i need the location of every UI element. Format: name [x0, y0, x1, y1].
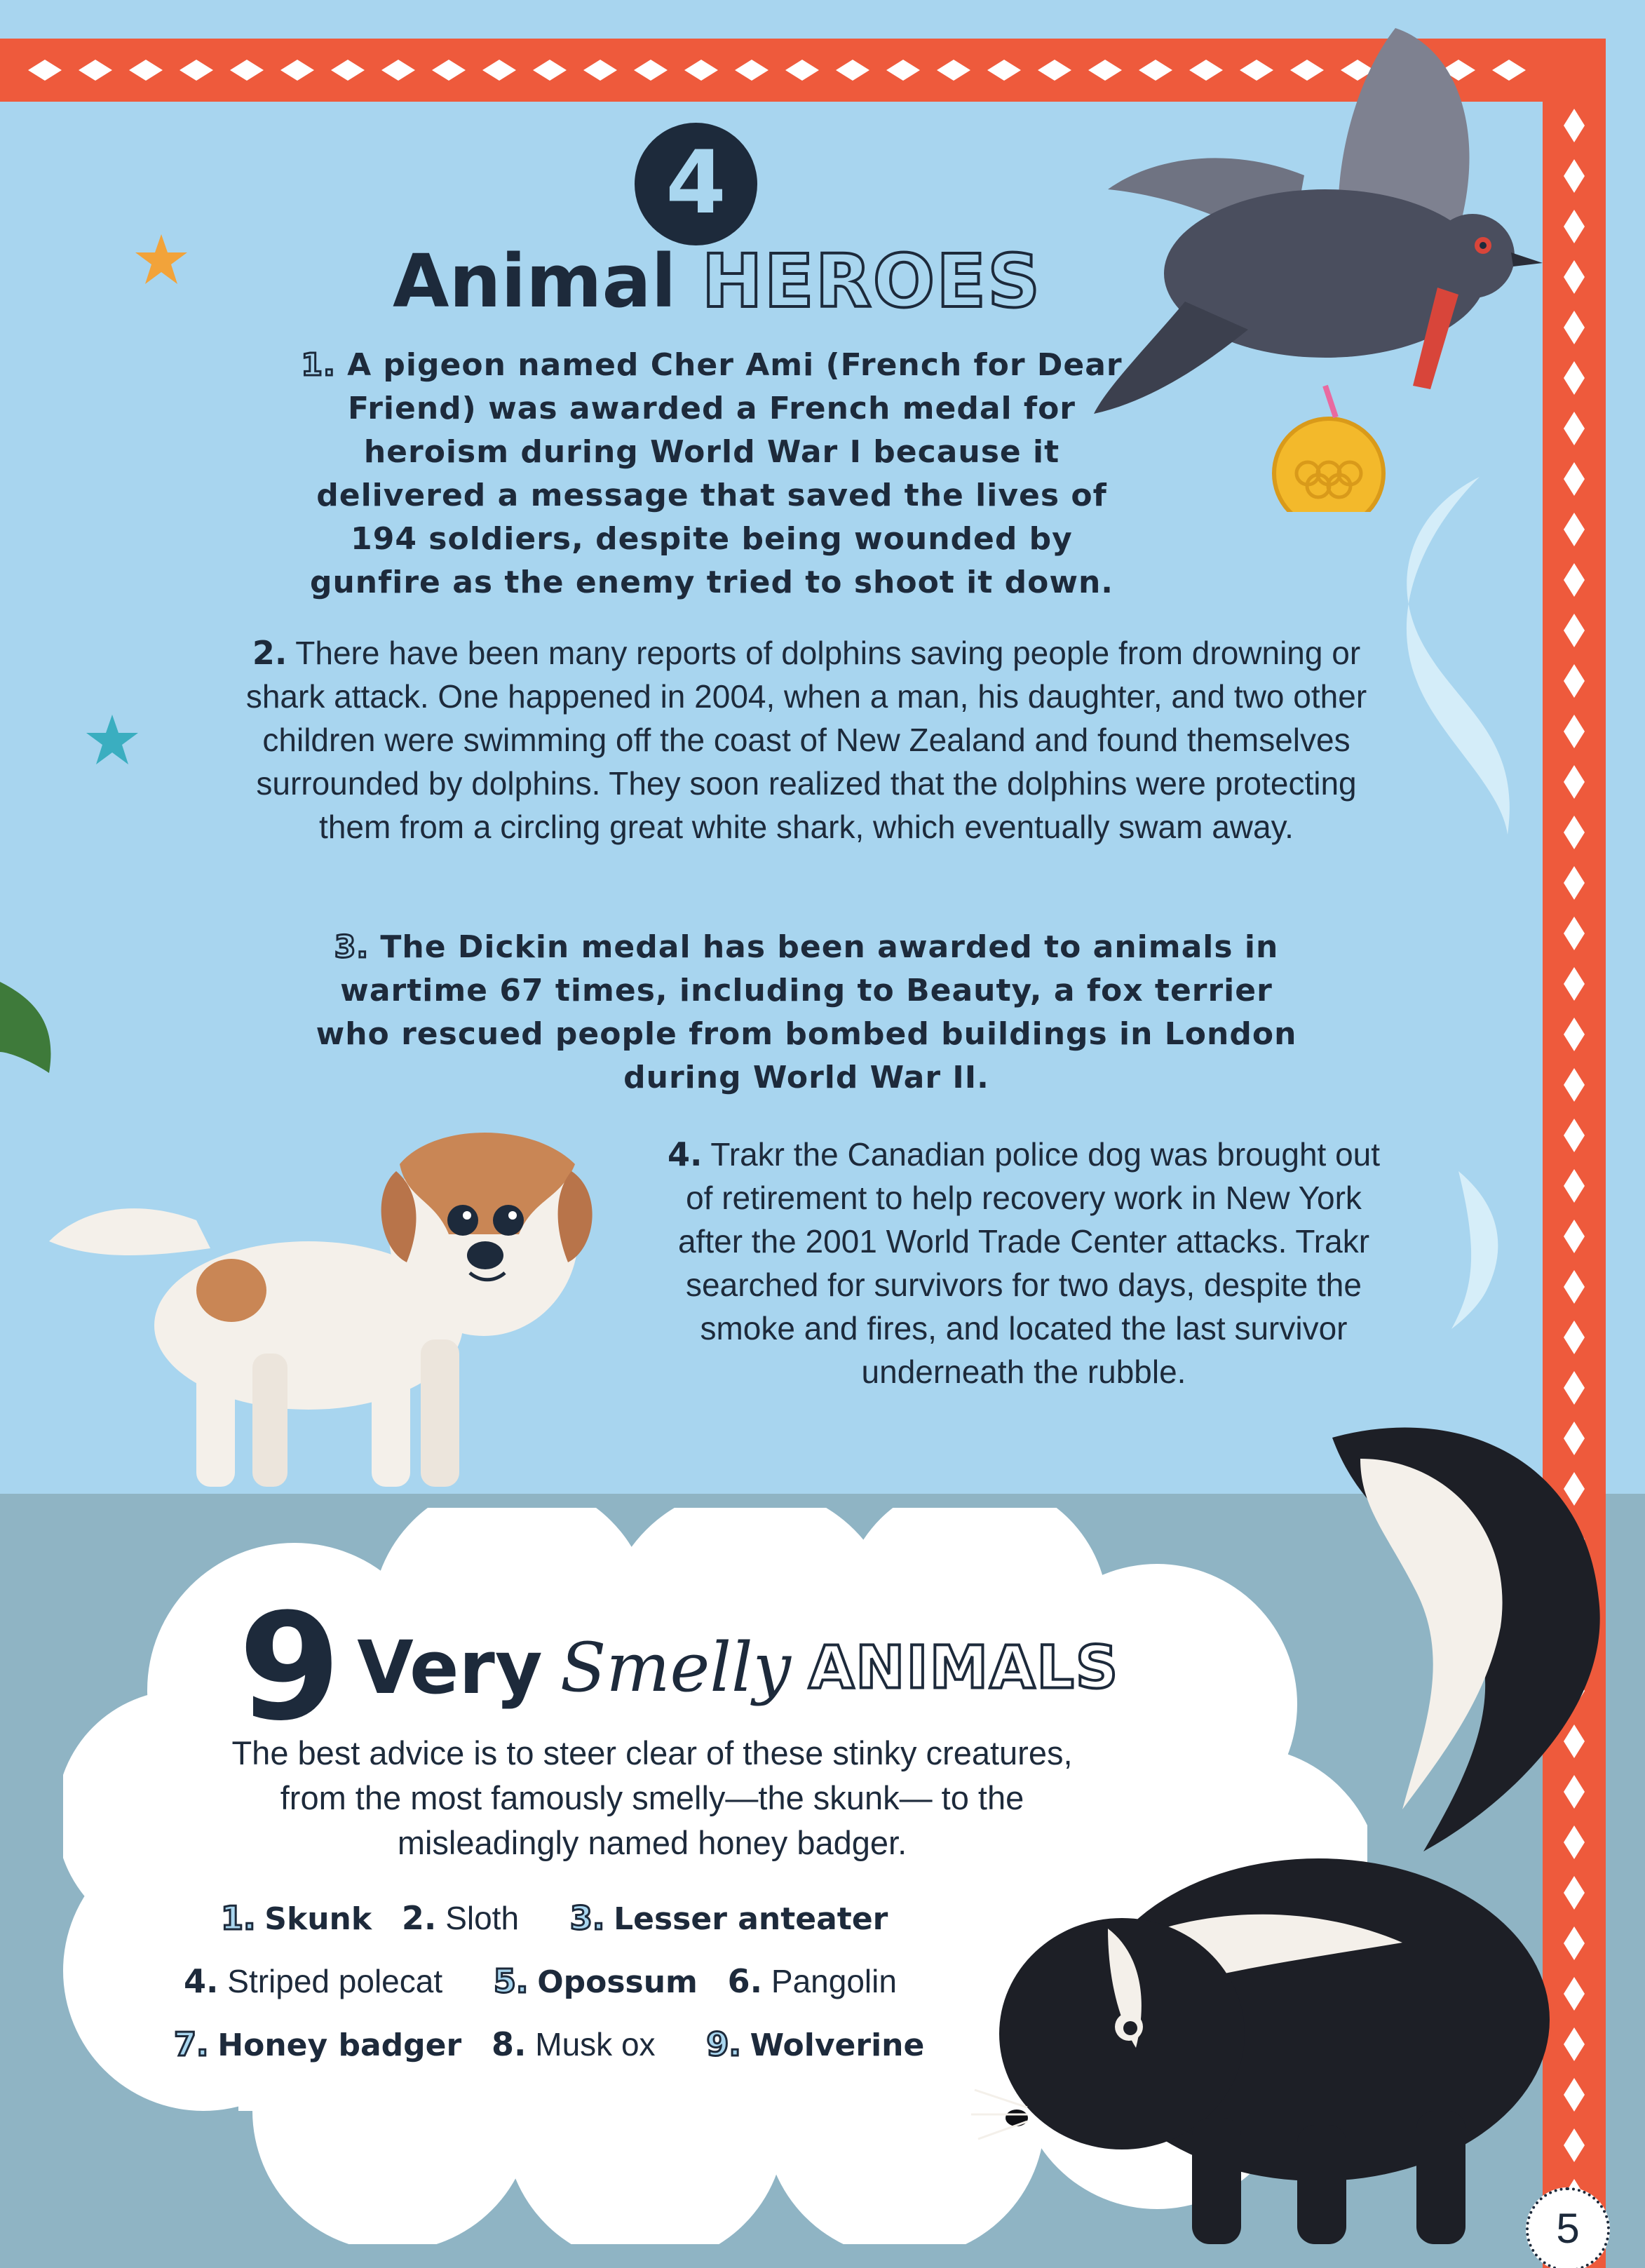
title-word-heroes: HEROES [701, 238, 1042, 324]
list-item: 4. Striped polecat [184, 1962, 443, 2000]
terrier-dog-illustration [42, 1122, 624, 1515]
hero-fact-3 [309, 926, 1304, 1100]
leaf-icon [0, 975, 56, 1080]
smelly-animals-heading [238, 1581, 1150, 1753]
list-item: 8. Musk ox [492, 2025, 656, 2063]
wind-swirl-icon [1437, 1164, 1515, 1332]
smelly-animals-intro: The best advice is to steer clear of these stinky creatures, from the most famously smelly—the skunk— to the misleadingly named honey badger. [231, 1734, 1073, 1861]
star-icon [133, 231, 189, 288]
hero-fact-1 [280, 344, 1143, 605]
fact-text: The Dickin medal has been awarded to animals in wartime 67 times, including to Beauty, a fox terrier who rescued people from bombed buildings in London during World War II. [316, 929, 1297, 1095]
list-item: 2. Sloth [401, 1899, 520, 1937]
wind-swirl-icon [1381, 470, 1536, 863]
title-word-animal: Animal [393, 238, 677, 324]
list-item: 5. Opossum [493, 1962, 698, 2000]
fact-number: 3. [334, 929, 370, 965]
fact-number: 2. [252, 634, 287, 672]
title-word-animals: ANIMALS [808, 1633, 1120, 1702]
page-number: 5 [1526, 2187, 1610, 2268]
fact-number: 4. [667, 1135, 703, 1173]
page-title [393, 238, 1094, 324]
smelly-list-row-1 [221, 1899, 909, 1937]
fact-text: Trakr the Canadian police dog was brought out of retirement to help recovery work in New York after the 2001 World Trade Center attacks. Trakr searched for survivors for two days, despite the smoke and fires, and located the last survivor underneath the rubble. [677, 1136, 1381, 1390]
section-number-badge: 4 [635, 123, 757, 245]
list-item: 7. Honey badger [174, 2025, 462, 2063]
hero-fact-2 [245, 631, 1367, 849]
hero-fact-4 [652, 1133, 1395, 1393]
list-item: 3. Lesser anteater [569, 1899, 888, 1937]
fact-text: A pigeon named Cher Ami (French for Dear Friend) was awarded a French medal for heroism during World War I because it delivered a message that saved the lives of 194 soldiers, despite being wounded by gunfire as the enemy tried to shoot it down. [309, 347, 1123, 600]
smelly-list-row-2 [184, 1962, 939, 2000]
list-item: 1. Skunk [221, 1899, 372, 1937]
title-word-smelly: Smelly [560, 1628, 791, 1707]
smelly-list-row-3 [174, 2025, 945, 2063]
list-item: 9. Wolverine [706, 2025, 925, 2063]
fact-text: There have been many reports of dolphins saving people from drowning or shark attack. One happened in 2004, when a man, his daughter, and two other children were swimming off the coast of New Zealand and found themselves surrounded by dolphins. They soon realized that the dolphins were protecting them from a circling great white shark, which eventually swam away. [245, 635, 1367, 845]
star-icon [84, 712, 140, 768]
fact-number: 1. [301, 347, 336, 383]
title-word-very: Very [357, 1624, 543, 1710]
smelly-section-number: 9 [238, 1581, 341, 1753]
list-item: 6. Pangolin [727, 1962, 897, 2000]
pigeon-illustration [1094, 21, 1557, 512]
